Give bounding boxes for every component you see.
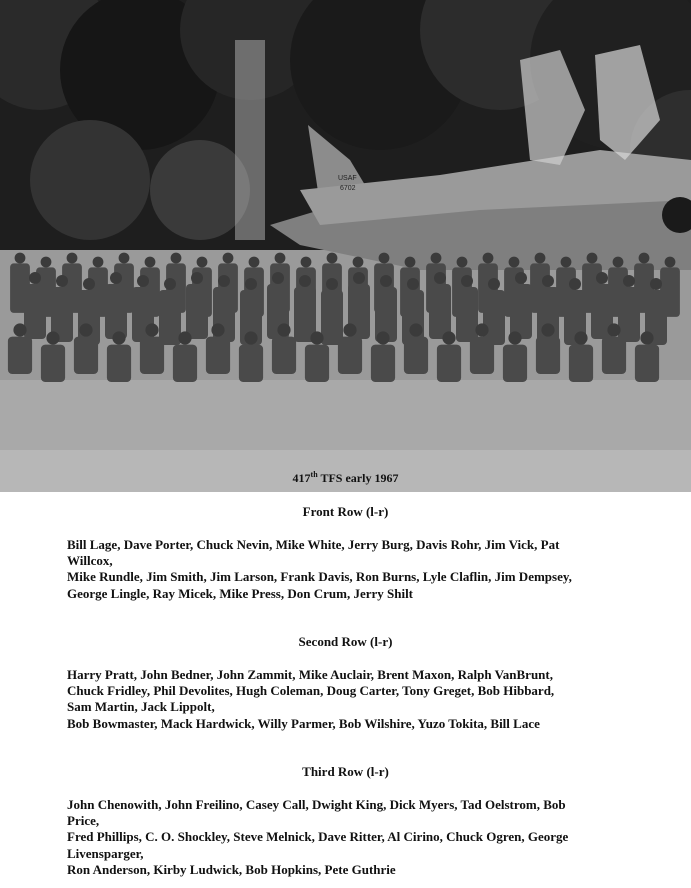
names-line: John Chenowith, John Freilino, Casey Call, Dwight King, Dick Myers, Tad Oelstrom, Bob Price, (67, 797, 566, 829)
second-row-heading: Second Row (l-r) (298, 634, 393, 649)
front-row-names (67, 537, 572, 602)
names-line: Bob Bowmaster, Mack Hardwick, Willy Parmer, Bob Wilshire, Yuzo Tokita, Bill Lace (67, 715, 540, 731)
svg-text:6702: 6702 (340, 185, 356, 192)
names-line: Bill Lage, Dave Porter, Chuck Nevin, Mike White, Jerry Burg, Davis Rohr, Jim Vick, Pat Willcox, (67, 537, 560, 569)
photo-caption: 417th TFS early 1967 (292, 470, 399, 485)
third-row-names (67, 797, 572, 878)
names-line: George Lingle, Ray Micek, Mike Press, Don Crum, Jerry Shilt (67, 585, 414, 601)
third-row-heading: Third Row (l-r) (302, 764, 389, 779)
names-line: Ron Anderson, Kirby Ludwick, Bob Hopkins, Pete Guthrie (67, 861, 396, 877)
names-line: Fred Phillips, C. O. Shockley, Steve Melnick, Dave Ritter, Al Cirino, Chuck Ogren, George Livensparger, (67, 829, 569, 861)
svg-text:USAF: USAF (338, 175, 357, 182)
names-line: Mike Rundle, Jim Smith, Jim Larson, Frank Davis, Ron Burns, Lyle Claflin, Jim Dempsey, (67, 569, 572, 585)
second-row-names (67, 667, 572, 732)
names-line: Harry Pratt, John Bedner, John Zammit, Mike Auclair, Brent Maxon, Ralph VanBrunt, Chuck Fridley, Phil Devolites, Hugh Coleman, Doug Carter, Tony Greget, Bob Hibbard, Sam Martin, Jack Lippolt, (67, 667, 555, 715)
front-row-heading: Front Row (l-r) (302, 504, 389, 519)
